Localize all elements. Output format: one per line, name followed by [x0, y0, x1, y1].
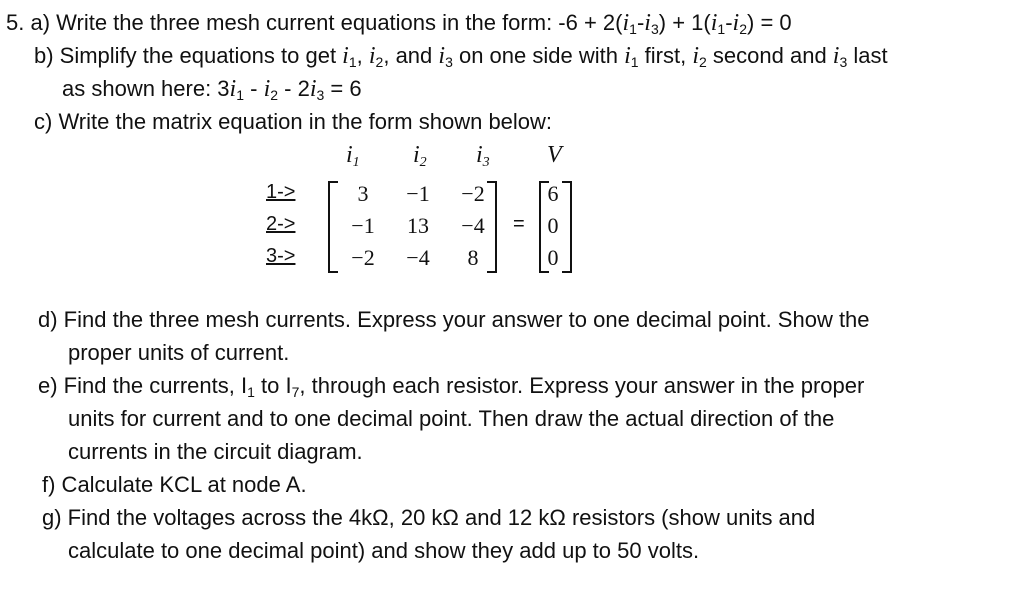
vector-cell: 6 — [547, 181, 559, 206]
matrix-cell: 3 — [357, 181, 369, 206]
part-b-line-2: as shown here: $3i_1 - i_2 - 2i_3 = 6$ — [62, 76, 362, 103]
row-label-2: 2-> — [266, 213, 296, 235]
part-a-prefix: 5. a) Write the three mesh current equations in the form: -6 + 2( — [6, 10, 623, 35]
matrix-cell: −2 — [351, 245, 375, 270]
last: last — [847, 43, 888, 68]
minus: - — [244, 76, 264, 101]
sub: 1 — [629, 21, 637, 37]
var-i: i — [710, 10, 718, 36]
matrix-equals: = — [513, 213, 525, 235]
part-b-text: b) Simplify the equations to get — [34, 43, 343, 68]
second: second and — [706, 43, 833, 68]
row-label-1: 1-> — [266, 181, 296, 203]
part-e-line-1 — [38, 371, 864, 407]
sub: 1 — [717, 21, 726, 37]
part-e-text: e) Find the currents, I — [38, 373, 248, 398]
and: , and — [383, 43, 439, 68]
header-i2: $i_2$ — [413, 142, 427, 170]
matrix-cell: −4 — [461, 213, 485, 238]
row-label-3: 3-> — [266, 245, 296, 267]
part-g-line-2: calculate to one decimal point) and show they add up to 50 volts. — [68, 538, 700, 563]
var-i: i — [622, 10, 630, 36]
equals-six: = 6 — [324, 76, 362, 101]
sub: 1 — [247, 384, 255, 400]
header-v: V — [547, 142, 562, 168]
var-i: i — [732, 10, 740, 36]
part-b-text: as shown here: 3 — [62, 76, 230, 101]
part-e-line-2: units for current and to one decimal point. Then draw the actual direction of the — [68, 406, 835, 431]
matrix-cell: −1 — [406, 181, 430, 206]
sub: 3 — [650, 21, 659, 37]
header-i1: $i_1$ — [346, 142, 360, 170]
part-c-line: c) Write the matrix equation in the form shown below: — [34, 109, 553, 134]
part-f-line-1: f) Calculate KCL at node A. — [42, 472, 307, 497]
var-i: i — [644, 10, 651, 36]
part-g-line-1: g) Find the voltages across the 4kΩ, 20 kΩ and 12 kΩ resistors (show units and — [42, 505, 816, 530]
part-e-to: to I — [254, 373, 292, 398]
matrix-cell: −1 — [351, 213, 375, 238]
part-a-mid: ) + 1( — [658, 10, 711, 35]
part-a-end: ) = 0 — [747, 10, 792, 35]
part-e-line-3: currents in the circuit diagram. — [68, 439, 363, 464]
header-i3: $i_3$ — [476, 142, 490, 170]
first: first, — [638, 43, 693, 68]
part-a-line: 5. a) Write the three mesh current equations in the form: $-6 + 2(i_1-i_3) + 1(i_1-i_2) = 0$ — [6, 10, 792, 37]
matrix-cell: −4 — [406, 245, 430, 270]
part-b-text: on one side with — [452, 43, 625, 68]
comma: , — [356, 43, 369, 68]
sub: 7 — [291, 384, 300, 400]
vector-cell: 0 — [547, 245, 559, 270]
matrix-cell: −2 — [461, 181, 485, 206]
matrix-left-bracket — [328, 181, 338, 273]
part-d-line-1: d) Find the three mesh currents. Express your answer to one decimal point. Show the — [38, 307, 870, 332]
vector-cell: 0 — [547, 213, 559, 238]
minus-two: - 2 — [278, 76, 310, 101]
part-d-line-2: proper units of current. — [68, 340, 290, 365]
part-e-text: , through each resistor. Express your answer in the proper — [299, 373, 865, 398]
matrix-cell: 13 — [407, 213, 429, 238]
matrix-cell: 8 — [467, 245, 479, 270]
part-b-line-1: b) Simplify the equations to get $i_1$, $i_2$, and $i_3$ on one side with $i_1$ first, $i_2$ second and $i_3$ last — [34, 43, 888, 70]
